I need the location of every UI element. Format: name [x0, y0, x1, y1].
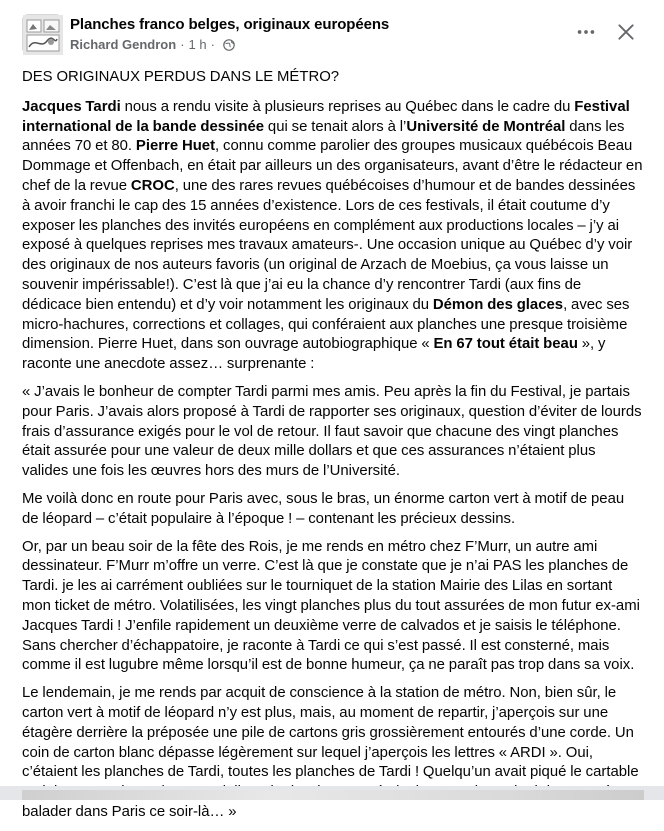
post-header: [0, 0, 664, 62]
post-title: DES ORIGINAUX PERDUS DANS LE MÉTRO?: [22, 69, 340, 85]
bold-text: Université de Montréal: [406, 118, 566, 135]
bold-text: Festival international de la bande dessinée: [22, 98, 630, 135]
bold-text: CROC: [130, 177, 175, 194]
close-icon[interactable]: [614, 20, 638, 44]
post-time[interactable]: 1 h: [188, 37, 207, 52]
paragraph-1: [22, 98, 644, 375]
paragraph-4: Or, par un beau soir de la fête des Rois, je me rends en métro chez F’Murr, un autre ami dessinateur. F’Murr m’offre un verre. C’est là que je constate que je n’ai PAS les planches de Tardi. je les ai carrément oubliées sur le tourniquet de la station Mairie des Lilas en sortant mon ticket de métro. Volatilisées, les vingt planches plus du tout assurées de mon futur ex-ami Jacques Tardi ! J’enfile rapidement un deuxième verre de calvados et je saisis le téléphone. Sans chercher d’échappatoire, je raconte à Tardi ce qui s’est passé. Il est consterné, mais comme il est lugubre même lorsqu’il est de bonne humeur, ça ne paraît pas trop dans sa voix.: [22, 538, 640, 674]
text-span: qui se tenait alors à l’: [264, 118, 407, 135]
text-span: nous a rendu visite à plusieurs reprises au Québec dans le cadre du: [120, 98, 575, 115]
group-name[interactable]: Planches franco belges, originaux européens: [70, 16, 390, 33]
text-span: , avec ses micro-hachures, corrections et collages, qui conféraient aux planches une presque troisième dimension. Pierre Huet, dans son ouvrage autobiographique «: [22, 296, 630, 353]
bold-text: Pierre Huet: [135, 138, 216, 155]
text-span: dans les années 70 et 80.: [22, 118, 625, 155]
bold-text: Démon des glaces: [432, 296, 564, 313]
post-body: [22, 68, 644, 831]
text-span: », y raconte une anecdote assez… surprenante :: [22, 336, 606, 373]
bold-text: En 67 tout était beau: [433, 336, 578, 353]
meta-separator-2: ·: [210, 37, 215, 52]
group-avatar-icon[interactable]: [22, 14, 62, 54]
post-meta: [70, 37, 235, 52]
paragraph-5: Le lendemain, je me rends par acquit de conscience à la station de métro. Non, bien sûr, le carton vert à motif de léopard n’y est plus, mais, au moment de repartir, j’aperçois sur une étagère derrière la préposée une pile de cartons gris grossièrement entourés d’une corde. Un coin de carton blanc dépasse légèrement sur lequel j’aperçois les lettres « ARDI ». Oui, c’étaient les planches de Tardi, toutes les planches de Tardi ! Quelqu’un avait piqué le cartable balader dans Paris ce soir-là… »: [22, 685, 639, 820]
bold-text: Jacques Tardi: [22, 98, 121, 115]
text-span: , une des rares revues québécoises d’humour et de bandes dessinées à avoir franchi le cap des 15 années d’existence. Lors de ces festivals, il était coutume d’y exposer les planches des invités européens en complément aux productions locales – j’y ai exposé à quelques reprises mes travaux amateurs-. Une occasion unique au Québec d’y voir des originaux de nos auteurs favoris (un original de Arzach de Moebius, ça vous laisse un souvenir impérissable!). C’est là que j’ai eu la chance d’y rencontrer Tardi (aux fins de dédicace bien entendu) et d’y voir notamment les originaux du: [22, 177, 636, 313]
meta-separator: ·: [180, 37, 185, 52]
globe-icon: [223, 39, 235, 51]
text-span: , connu comme parolier des groupes musicaux québécois Beau Dommage et Offenbach, en était par ailleurs un des organisateurs, avant d’être le rédacteur en chef de la revue: [22, 138, 643, 194]
paragraph-2: « J’avais le bonheur de compter Tardi parmi mes amis. Peu après la fin du Festival, je partais pour Paris. J’avais alors proposé à Tardi de rapporter ses originaux, question d’éviter de lourds frais d’assurance exigés pour le vol de retour. Il faut savoir que chacune des vingt planches était assurée pour une valeur de deux mille dollars et que ces assurances n’étaient plus valides une fois les œuvres hors des murs de l’Université.: [22, 383, 642, 480]
more-options-icon[interactable]: [574, 20, 598, 44]
attached-image-preview[interactable]: [0, 786, 664, 800]
paragraph-3: Me voilà donc en route pour Paris avec, sous le bras, un énorme carton vert à motif de peau de léopard – c’était populaire à l’époque ! – contenant les précieux dessins.: [22, 490, 625, 527]
image-thumbnail[interactable]: [22, 790, 644, 800]
author-name[interactable]: Richard Gendron: [70, 37, 177, 52]
